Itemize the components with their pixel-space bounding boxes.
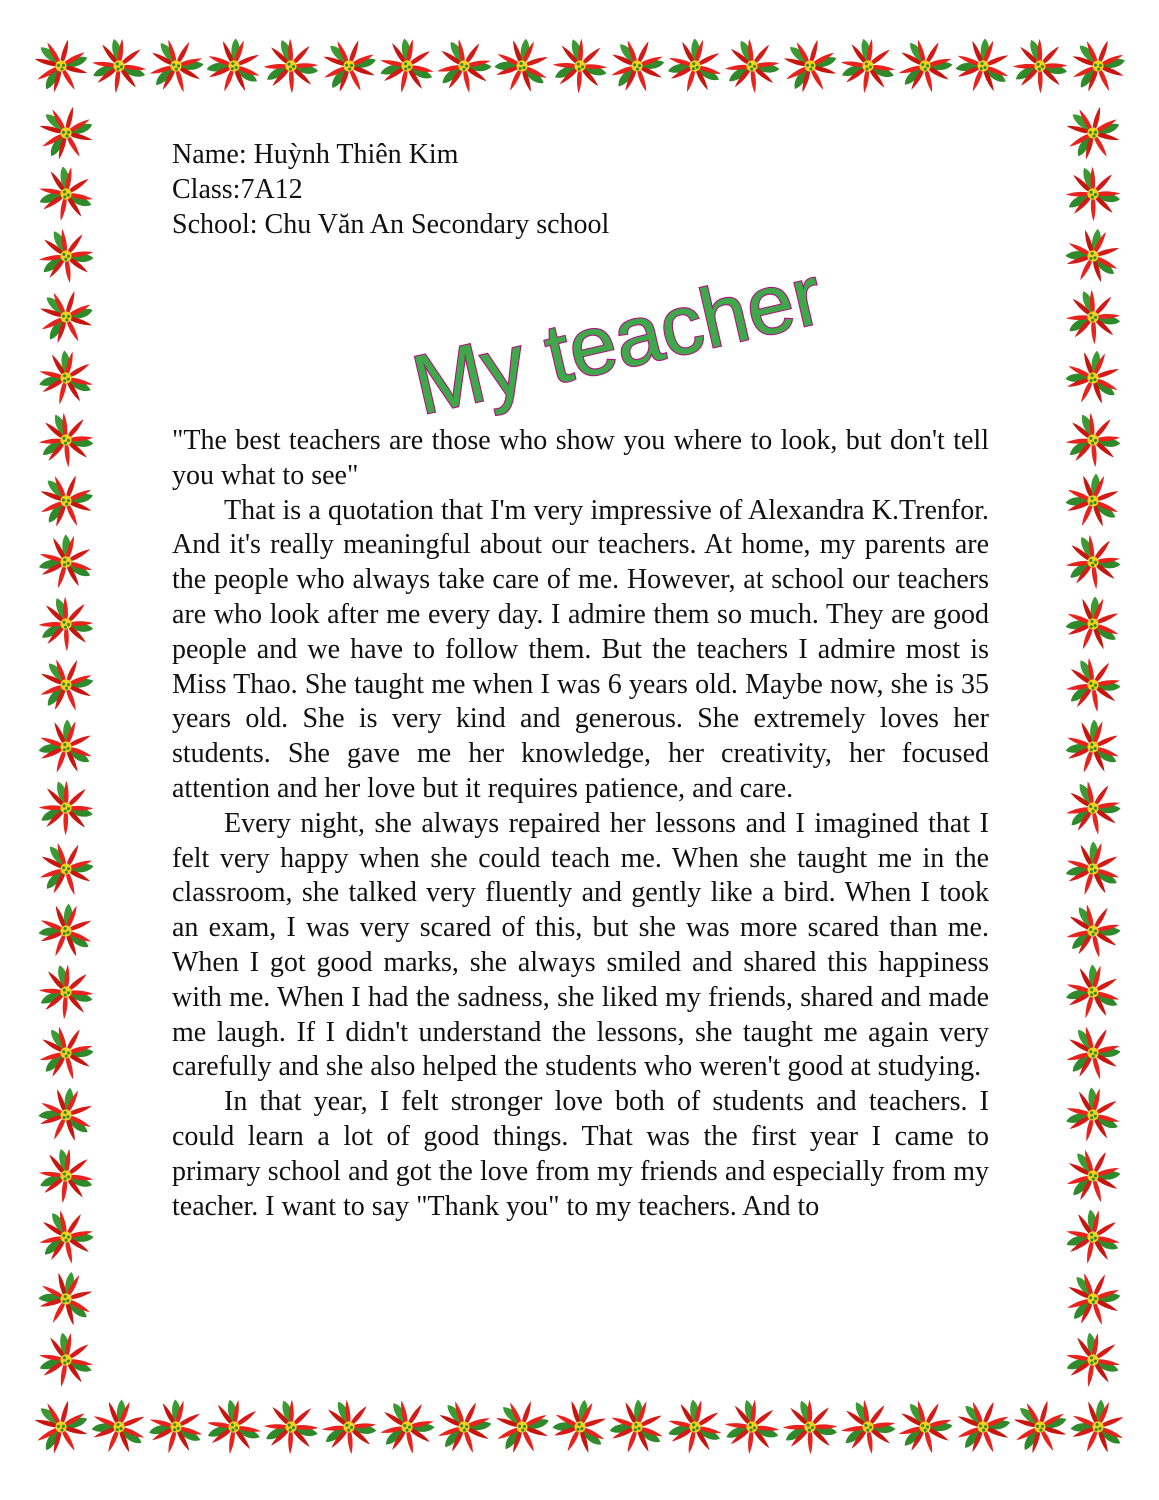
poinsettia-icon [26,707,105,786]
flower-border-bottom [30,1391,1129,1463]
poinsettia-icon [30,1324,102,1396]
poinsettia-icon [1058,650,1129,721]
poinsettia-icon [1055,1015,1131,1091]
poinsettia-icon [718,1393,786,1461]
poinsettia-icon [1061,162,1124,225]
flower-border-right [1057,102,1129,1391]
poinsettia-icon [1053,584,1134,665]
student-info [172,137,609,242]
poinsettia-icon [1056,894,1130,968]
poinsettia-icon [1008,34,1071,97]
student-name: Name: Huỳnh Thiên Kim [172,139,459,170]
poinsettia-icon [259,1395,323,1459]
poinsettia-icon [1057,772,1130,845]
poinsettia-icon [1060,284,1125,349]
poinsettia-icon [1054,1137,1131,1214]
poinsettia-icon [1054,830,1132,908]
essay-paragraph: In that year, I felt stronger love both of students and teachers. I could learn a lot of good things. That was the first year I came to primary school and got the love from my friends and especially from my teacher. I want to say "Thank you" to my teachers. And to [172,1086,989,1222]
poinsettia-icon [1055,954,1132,1031]
page-title [400,247,831,433]
poinsettia-icon [1059,406,1126,473]
essay-paragraph: Every night, she always repaired her lessons and I imagined that I felt very happy when she could teach me. When she taught me in the classroom, she talked very fluently and gently like a bird. When I took an exam, I was very scared of this, but she was more scared than me. When I got good marks, she always smiled and shared this happiness with me. When I had the sadness, she liked my friends, shared and made me laugh. If I didn't understand the lessons, she taught me again very carefully and she also helped the students who weren't good at studying. [172,807,989,1083]
poinsettia-icon [1056,1200,1130,1274]
poinsettia-icon [1054,1260,1133,1339]
poinsettia-icon [1057,1324,1129,1396]
poinsettia-icon [259,34,323,98]
flower-border-left [30,102,102,1391]
essay-quote: "The best teachers are those who show you where to look, but don't tell you what to see" [172,425,989,491]
flower-border-top [30,30,1129,102]
poinsettia-icon [547,33,612,98]
poinsettia-icon [27,523,104,600]
student-class: Class:7A12 [172,174,303,205]
title-text: My teacher [404,247,831,433]
poinsettia-icon [32,406,99,473]
poinsettia-icon [1057,1386,1139,1468]
student-school: School: Chu Văn An Secondary school [172,209,610,240]
poinsettia-icon [28,340,103,415]
poinsettia-icon [34,592,98,656]
poinsettia-icon [30,158,103,231]
essay-body [172,424,989,1224]
poinsettia-icon [33,959,99,1025]
poinsettia-icon [1053,707,1132,786]
poinsettia-icon [31,221,101,291]
essay-paragraph: That is a quotation that I'm very impressive of Alexandra K.Trenfor. And it's really meaningful about our teachers. At home, my parents are the people who always take care of me. However, at school our teachers are who look after me every day. I admire them so much. They are good people and we have to follow them. But the teachers I admire most is Miss Thao. She taught me when I was 6 years old. Maybe now, she is 35 years old. She is very kind and generous. She extremely loves her students. She gave me her knowledge, her creativity, her focused attention and her love but it requires patience, and care. [172,494,989,804]
poinsettia-icon [31,1141,100,1210]
poinsettia-icon [1058,527,1127,596]
poinsettia-icon [34,776,97,839]
poinsettia-icon [778,1395,841,1458]
poinsettia-icon [1055,1077,1130,1152]
